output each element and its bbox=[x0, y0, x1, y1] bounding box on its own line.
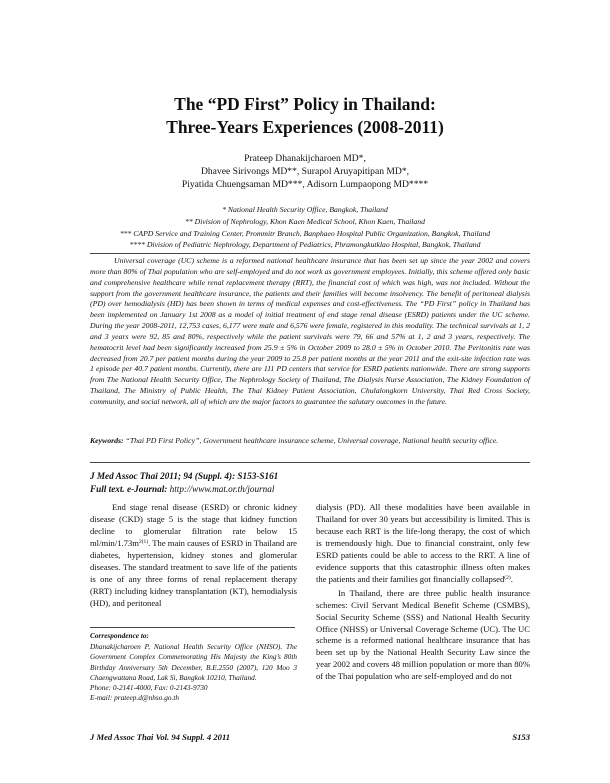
correspondence-rule bbox=[90, 627, 295, 628]
footer-page-number: S153 bbox=[512, 732, 530, 742]
affiliation: *** CAPD Service and Training Center, Prommitr Branch, Banphaeo Hospital Public Organization, Bangkok, Thailand bbox=[119, 228, 491, 238]
abstract-text: Universal coverage (UC) scheme is a reformed national healthcare insurance that has been set up since the year 2002 and covers more than 80% of Thai population who are self-employed and do not work as government employees. Initially, this scheme offered only basic and comprehensive healthcare while renal replacement therapy (RRT), the financial cost of which was high, was not included. Without the support from the government healthcare insurance, the patients and their families will become insolvency. The benefit of peritoneal dialysis (PD) over hemodialysis (HD) has been shown in terms of medical expenses and cost-effectiveness. The “PD First” policy in Thailand has been implemented on January 1st 2008 as a model of initial treatment of end stage renal disease (ESRD) patients under the UC scheme. During the year 2008-2011, 12,753 cases, 6,177 were male and 6,576 were female, registered in this modality. The technical survivals at 1, 2 and 3 years were 92, 85 and 80%, respectively while the patient survivals were 79, 66 and 57% at 1, 2 and 3 years, respectively. The hematocrit level had been significantly increased from 25.9 ± 5% in October 2009 to 28.0 ± 5% in October 2010. The Peritonitis rate was decreased from 20.7 per patient months during the year 2009 to 25.8 per patient months at the year 2011 and the exit-site infection rate was 1 episode per 40.7 patient months. Currently, there are 111 PD centers that service for ESRD patients nationwide. There are strong supports from The National Health Security Office, The Nephrology Society of Thailand, The Dialysis Nurse Association, The Kidney Foundation of Thailand, The Ministry of Public Health, The Thai Kidney Patient Association, Chulalongkorn University, Thai Red Cross Society, community, and social network, all of which are the major factors to guarantee the salutary outcomes in the future. bbox=[90, 256, 530, 406]
author-line: Piyatida Chuengsaman MD***, Adisorn Lumpaopong MD**** bbox=[181, 179, 429, 191]
correspondence-block bbox=[90, 631, 297, 703]
author-line: Dhavee Sirivongs MD**, Surapol Aruyapitipan MD*, bbox=[200, 166, 410, 178]
body-text: dialysis (PD). All these modalities have been available in Thailand for over 30 years but accessibility is limited. This is because each RRT is the life-long therapy, the cost of which is tremendously high. Due to financial constraint, only few ESRD patients could be able to access to the RRT. A line of evidence supports that this catastrophic illness often makes the patients and their families got financially collapsed bbox=[316, 502, 530, 584]
correspondence-phone: Phone: 0-2141-4000, Fax: 0-2143-9730 bbox=[90, 683, 208, 693]
correspondence-address: Dhanakijcharoen P, National Health Security Office (NHSO). The Government Complex Commemorating His Majesty the King’s 80th Birthday Anniversary 5th December, B.E.2550 (2007), 120 Moo 3 Chaengwattana Road, Lak Si, Bangkok 10210, Thailand. bbox=[90, 642, 297, 682]
body-text: . bbox=[510, 573, 513, 584]
ejournal-link[interactable]: http://www.mat.or.th/journal bbox=[169, 483, 275, 494]
affiliation: * National Health Security Office, Bangkok, Thailand bbox=[222, 205, 388, 214]
abstract-bottom-rule bbox=[90, 462, 530, 463]
citation-ref: 2(1) bbox=[138, 538, 149, 545]
body-paragraph: In Thailand, there are three public health insurance schemes: Civil Servant Medical Benefit Scheme (CSMBS), Social Security Scheme (SSS) and National Health Security Office (NHSS) or Universal Coverage Scheme (UC). The UC scheme is a reformed national healthcare insurance that has been set up by the National Health Security Law since the year 2002 and covers 48 million population or more than 80% of the Thai population who are self-employed and do not bbox=[316, 587, 530, 682]
keywords-label: Keywords: bbox=[90, 436, 124, 445]
affiliation: ** Division of Nephrology, Khon Kaen Medical School, Khon Kaen, Thailand bbox=[185, 216, 425, 226]
body-paragraph bbox=[316, 502, 530, 586]
affiliation-list bbox=[60, 204, 550, 251]
ejournal-line bbox=[90, 483, 330, 496]
body-text: . The main causes of ESRD in Thailand are diabetes, hypertension, kidney stones and glomerular diseases. The standard treatment to save life of the patients is one of any three forms of renal replacement therapy (RRT) including kidney transplantation (KT), hemodialysis (HD), and peritoneal bbox=[90, 537, 297, 608]
body-left-column bbox=[90, 502, 297, 610]
keywords-text: “Thai PD First Policy”, Government healthcare insurance scheme, Universal coverage, National health security office. bbox=[125, 436, 499, 445]
body-right-column bbox=[316, 502, 530, 683]
citation-line: J Med Assoc Thai 2011; 94 (Suppl. 4): S153-S161 bbox=[90, 471, 279, 481]
article-title-line-1: The “PD First” Policy in Thailand: bbox=[174, 94, 436, 114]
keywords bbox=[90, 436, 530, 447]
author-line: Prateep Dhanakijcharoen MD*, bbox=[244, 153, 366, 164]
correspondence-email[interactable]: E-mail: prateep.d@nhso.go.th bbox=[90, 693, 179, 703]
citation-ref: (2) bbox=[504, 574, 511, 581]
footer-journal: J Med Assoc Thai Vol. 94 Suppl. 4 2011 bbox=[90, 732, 231, 742]
article-title-line-2: Three-Years Experiences (2008-2011) bbox=[166, 117, 444, 137]
abstract-top-rule bbox=[90, 253, 530, 254]
body-text: End stage renal disease (ESRD) or chronic kidney disease (CKD) stage 5 is the stage that kidney function decline to glomerular filtration rate below 15 ml/min/1.73m bbox=[90, 502, 297, 548]
citation-block bbox=[90, 470, 330, 495]
author-list bbox=[90, 152, 520, 192]
ejournal-label: Full text. e-Journal: bbox=[90, 483, 168, 494]
correspondence-heading: Correspondence to: bbox=[90, 631, 149, 640]
affiliation: **** Division of Pediatric Nephrology, Department of Pediatrics, Phramongkutklao Hospital, Bangkok, Thailand bbox=[129, 240, 481, 250]
